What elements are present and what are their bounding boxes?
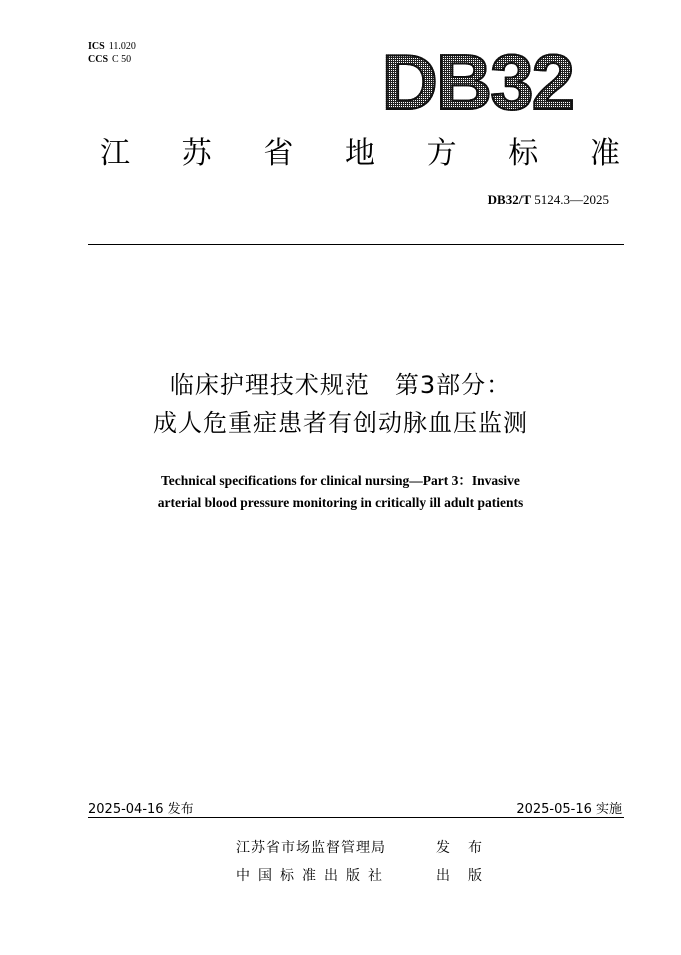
ics-line [88,40,136,53]
standard-type-char: 江 [100,136,130,171]
standard-type-char: 苏 [181,136,212,171]
standard-type-char: 方 [426,136,457,171]
publisher-block [236,834,500,890]
implementation-date: 2025-05-16 实施 [516,802,622,817]
issuer-action: 发布 [436,840,500,856]
ccs-label: CCS [88,54,109,65]
issuer-name: 江苏省市场监督管理局 [236,840,386,856]
standard-type-heading [100,134,620,174]
chinese-title [0,366,681,442]
db32-logo: DB32 [381,38,573,126]
standard-type-char: 准 [589,136,620,171]
ics-label: ICS [88,41,105,52]
chinese-title-line-1: 临床护理技术规范 第3部分： [169,371,512,399]
issuer-row [236,834,500,862]
top-divider [88,244,624,245]
ccs-line [88,53,136,66]
chinese-title-line-2: 成人危重症患者有创动脉血压监测 [153,409,528,437]
ccs-value: C 50 [112,54,132,65]
standard-code-prefix: DB32/T [487,192,531,207]
standard-type-char: 省 [263,136,294,171]
classification-codes [88,40,136,66]
ics-value: 11.020 [108,41,136,52]
printer-action: 出版 [436,868,500,884]
printer-row [236,862,500,890]
bottom-divider [88,817,624,818]
standard-type-char: 地 [344,136,375,171]
english-title-line-2: arterial blood pressure monitoring in critically ill adult patients [157,495,524,510]
standard-type-char: 标 [508,136,539,171]
english-title [0,470,681,514]
english-title-line-1: Technical specifications for clinical nursing—Part 3：Invasive [161,473,520,488]
standard-code-number: 5124.3—2025 [534,192,609,207]
printer-name: 中国标准出版社 [236,868,390,884]
standard-code [488,192,609,208]
issue-date: 2025-04-16 发布 [88,802,194,817]
